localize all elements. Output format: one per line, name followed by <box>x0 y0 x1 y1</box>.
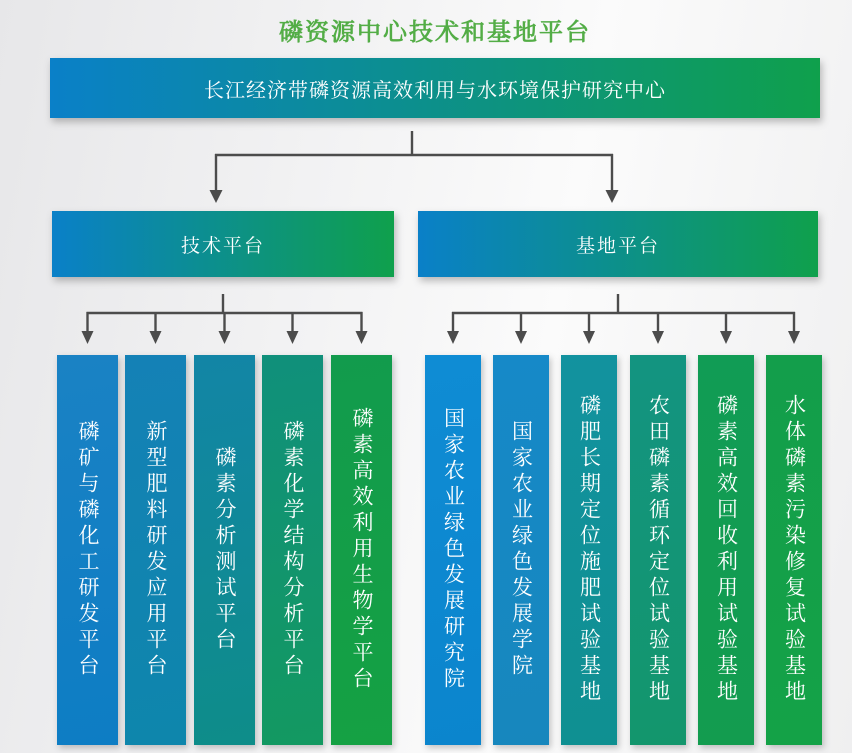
leaf-column-base-4-label: 农田磷素循环定位试验基地 <box>646 394 671 706</box>
branch-node-technology <box>52 211 394 277</box>
leaf-column-tech-4-label: 磷素化学结构分析平台 <box>281 420 305 680</box>
branch-node-technology-label: 技术平台 <box>180 234 265 257</box>
leaf-column-tech-3 <box>194 355 255 745</box>
leaf-column-base-4 <box>630 355 686 745</box>
leaf-column-base-2 <box>493 355 549 745</box>
leaf-column-tech-1 <box>57 355 118 745</box>
leaf-column-base-2-label: 国家农业绿色发展学院 <box>509 420 534 680</box>
page-title: 磷资源中心技术和基地平台 <box>279 18 591 46</box>
leaf-column-tech-2-label: 新型肥料研发应用平台 <box>144 420 168 680</box>
leaf-column-base-5 <box>698 355 754 745</box>
branch-node-base <box>418 211 818 277</box>
leaf-column-tech-5-label: 磷素高效利用生物学平台 <box>350 407 374 693</box>
branch-node-base-label: 基地平台 <box>575 234 660 257</box>
leaf-column-base-6 <box>766 355 822 745</box>
leaf-column-tech-2 <box>125 355 186 745</box>
root-node <box>50 58 820 118</box>
leaf-column-base-1 <box>425 355 481 745</box>
leaf-column-tech-1-label: 磷矿与磷化工研发平台 <box>76 420 100 680</box>
leaf-column-base-3 <box>561 355 617 745</box>
leaf-column-base-6-label: 水体磷素污染修复试验基地 <box>782 394 807 706</box>
leaf-column-tech-5 <box>331 355 392 745</box>
root-node-label: 长江经济带磷资源高效利用与水环境保护研究中心 <box>204 77 666 102</box>
leaf-column-base-5-label: 磷素高效回收利用试验基地 <box>714 394 739 706</box>
leaf-column-tech-4 <box>262 355 323 745</box>
leaf-column-base-3-label: 磷肥长期定位施肥试验基地 <box>577 394 602 706</box>
leaf-column-base-1-label: 国家农业绿色发展研究院 <box>441 407 466 693</box>
leaf-column-tech-3-label: 磷素分析测试平台 <box>213 446 237 654</box>
